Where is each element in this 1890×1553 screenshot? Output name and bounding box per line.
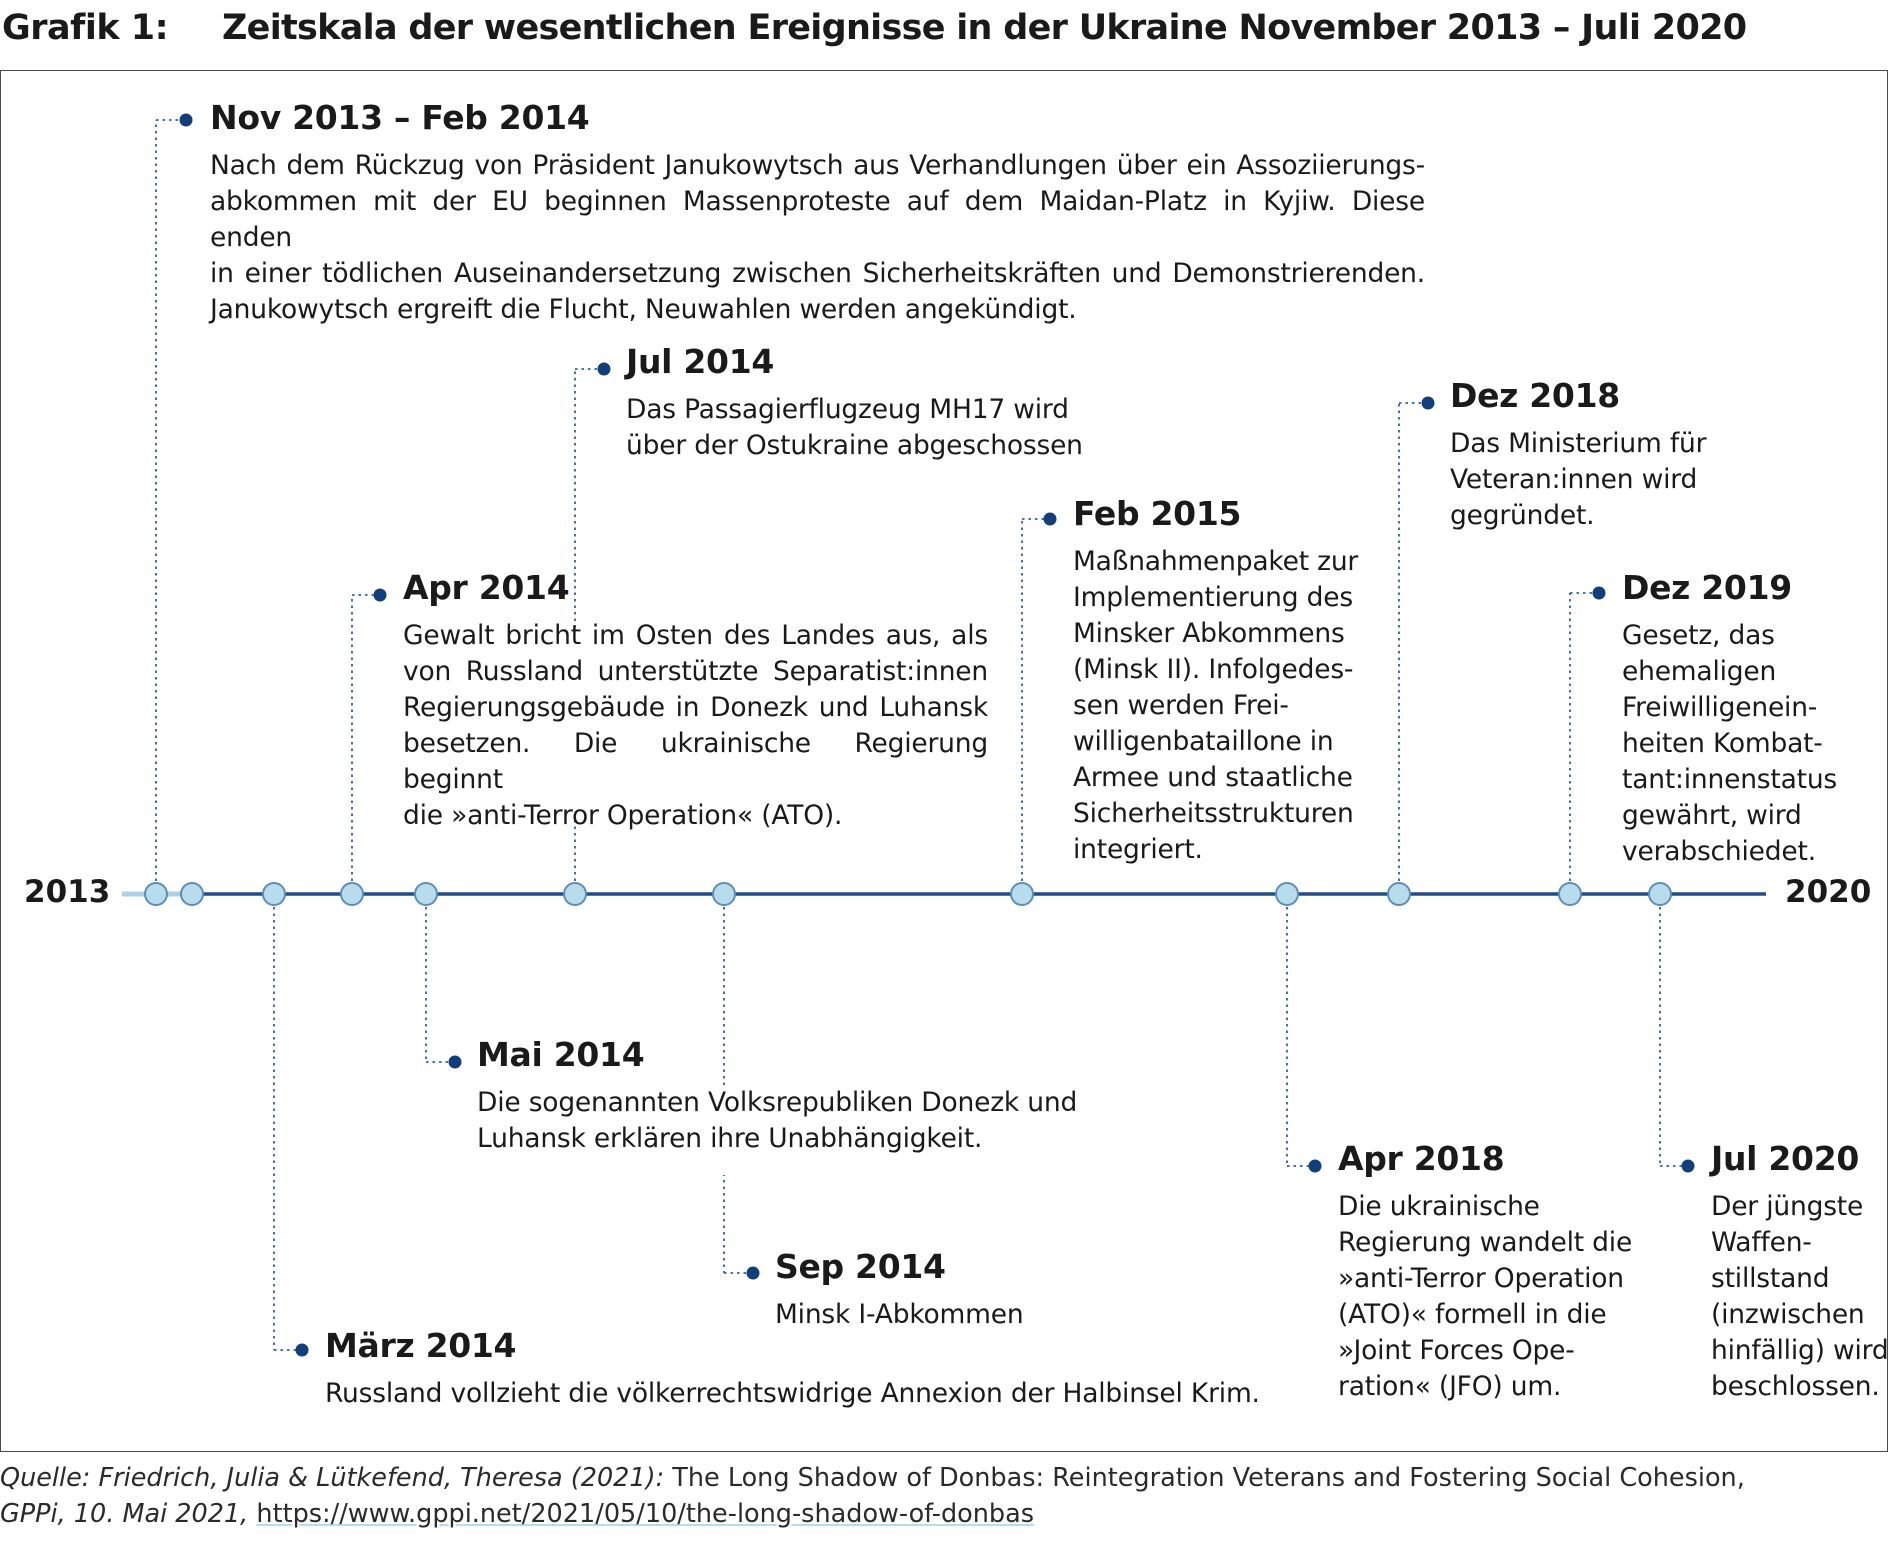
event-date: Feb 2015 bbox=[1073, 494, 1242, 533]
source-citation bbox=[0, 1460, 1888, 1532]
event-description bbox=[1338, 1189, 1668, 1405]
event-dot bbox=[374, 589, 387, 602]
event-description-line: verabschiedet. bbox=[1622, 836, 1816, 867]
event-description-line: Freiwilligenein- bbox=[1622, 692, 1818, 723]
event-description bbox=[1073, 544, 1373, 868]
event-description-line: (Minsk II). Infolgedes- bbox=[1073, 654, 1354, 685]
event-block bbox=[403, 568, 988, 834]
event-description-line: Nach dem Rückzug von Präsident Janukowytsch aus Verhandlungen über ein Assoziierungs- bbox=[210, 150, 1425, 181]
event-description-line: von Russland unterstützte Separatist:innen bbox=[403, 656, 988, 687]
event-description-line: »anti-Terror Operation bbox=[1338, 1263, 1624, 1294]
event-description-line: Russland vollzieht die völkerrechtswidrige Annexion der Halbinsel Krim. bbox=[325, 1378, 1260, 1409]
event-description-line: Gesetz, das bbox=[1622, 620, 1775, 651]
event-description-line: Minsk I-Abkommen bbox=[775, 1299, 1024, 1330]
event-description-line: in einer tödlichen Auseinandersetzung zwischen Sicherheitskräften und Demonstrierenden. bbox=[210, 258, 1425, 289]
event-description-line: Armee und staatliche bbox=[1073, 762, 1353, 793]
event-date: Apr 2018 bbox=[1338, 1139, 1505, 1178]
event-description bbox=[325, 1376, 1285, 1412]
timeline-marker bbox=[145, 883, 167, 905]
event-description-line: ehemaligen bbox=[1622, 656, 1777, 687]
event-description-line: sen werden Frei- bbox=[1073, 690, 1289, 721]
event-description bbox=[210, 148, 1425, 328]
event-block bbox=[325, 1326, 1285, 1412]
event-date: Jul 2014 bbox=[626, 342, 775, 381]
event-description bbox=[775, 1297, 1075, 1333]
event-description-line: »Joint Forces Ope- bbox=[1338, 1335, 1575, 1366]
event-description bbox=[403, 618, 988, 834]
event-description bbox=[626, 392, 1106, 464]
event-description-line: (inzwischen bbox=[1711, 1299, 1865, 1330]
event-description-line: Implementierung des bbox=[1073, 582, 1353, 613]
event-date: Dez 2019 bbox=[1622, 568, 1792, 607]
source-url[interactable]: https://www.gppi.net/2021/05/10/the-long-shadow-of-donbas bbox=[256, 1499, 1035, 1529]
source-publisher: GPPi, 10. Mai 2021, bbox=[0, 1499, 249, 1529]
event-description-line: hinfällig) wird bbox=[1711, 1335, 1889, 1366]
event-description bbox=[477, 1085, 1097, 1157]
event-block bbox=[1622, 568, 1872, 870]
event-description-line: Minsker Abkommens bbox=[1073, 618, 1345, 649]
event-block bbox=[1073, 494, 1373, 868]
figure-number: Grafik 1: bbox=[2, 8, 169, 48]
event-description-line: Waffen- bbox=[1711, 1227, 1812, 1258]
start-year-label: 2013 bbox=[24, 874, 111, 910]
event-description-line: Veteran:innen wird bbox=[1450, 464, 1698, 495]
timeline-marker bbox=[341, 883, 363, 905]
event-description-line: Regierungsgebäude in Donezk und Luhansk bbox=[403, 692, 988, 723]
event-date: März 2014 bbox=[325, 1326, 517, 1365]
event-block bbox=[1711, 1139, 1890, 1405]
event-description-line: stillstand bbox=[1711, 1263, 1830, 1294]
event-description-line: Der jüngste bbox=[1711, 1191, 1864, 1222]
event-date: Dez 2018 bbox=[1450, 376, 1620, 415]
event-description-line: beschlossen. bbox=[1711, 1371, 1880, 1402]
timeline-marker bbox=[564, 883, 586, 905]
event-block bbox=[626, 342, 1106, 464]
event-block bbox=[210, 98, 1425, 328]
event-description-line: gegründet. bbox=[1450, 500, 1595, 531]
event-description-line: über der Ostukraine abgeschossen bbox=[626, 430, 1083, 461]
event-dot bbox=[449, 1056, 462, 1069]
event-dot bbox=[296, 1344, 309, 1357]
event-date: Apr 2014 bbox=[403, 568, 570, 607]
event-description-line: willigenbataillone in bbox=[1073, 726, 1334, 757]
timeline-marker bbox=[263, 883, 285, 905]
event-description-line: Gewalt bricht im Osten des Landes aus, als bbox=[403, 620, 988, 651]
event-description-line: Das Passagierflugzeug MH17 wird bbox=[626, 394, 1069, 425]
event-block bbox=[775, 1247, 1075, 1333]
event-description-line: Sicherheitsstrukturen bbox=[1073, 798, 1354, 829]
event-description-line: heiten Kombat- bbox=[1622, 728, 1823, 759]
event-block bbox=[477, 1035, 1097, 1157]
event-description bbox=[1622, 618, 1872, 870]
end-year-label: 2020 bbox=[1785, 874, 1872, 910]
event-dot bbox=[1593, 587, 1606, 600]
event-description-line: Das Ministerium für bbox=[1450, 428, 1707, 459]
event-description-line: besetzen. Die ukrainische Regierung beginnt bbox=[403, 728, 988, 795]
timeline-marker bbox=[1276, 883, 1298, 905]
event-date: Mai 2014 bbox=[477, 1035, 645, 1074]
event-block bbox=[1450, 376, 1750, 534]
timeline-marker bbox=[713, 883, 735, 905]
event-description-line: gewährt, wird bbox=[1622, 800, 1802, 831]
event-description-line: Regierung wandelt die bbox=[1338, 1227, 1633, 1258]
event-description-line: (ATO)« formell in die bbox=[1338, 1299, 1607, 1330]
event-description-line: abkommen mit der EU beginnen Massenproteste auf dem Maidan-Platz in Kyjiw. Diese enden bbox=[210, 186, 1425, 253]
event-block bbox=[1338, 1139, 1668, 1405]
event-description-line: Luhansk erklären ihre Unabhängigkeit. bbox=[477, 1123, 983, 1154]
timeline-marker bbox=[181, 883, 203, 905]
event-description-line: tant:innenstatus bbox=[1622, 764, 1838, 795]
event-description-line: die »anti-Terror Operation« (ATO). bbox=[403, 800, 843, 831]
event-description-line: Die sogenannten Volksrepubliken Donezk und bbox=[477, 1087, 1078, 1118]
event-description-line: ration« (JFO) um. bbox=[1338, 1371, 1562, 1402]
event-date: Jul 2020 bbox=[1711, 1139, 1860, 1178]
source-title: The Long Shadow of Donbas: Reintegration Veterans and Fostering Social Cohesion, bbox=[672, 1463, 1745, 1493]
event-dot bbox=[180, 114, 193, 127]
timeline-marker bbox=[1559, 883, 1581, 905]
event-dot bbox=[1682, 1160, 1695, 1173]
event-dot bbox=[747, 1267, 760, 1280]
timeline-marker bbox=[415, 883, 437, 905]
event-date: Nov 2013 – Feb 2014 bbox=[210, 98, 590, 137]
event-dot bbox=[1422, 397, 1435, 410]
event-description-line: Maßnahmenpaket zur bbox=[1073, 546, 1359, 577]
figure-title: Zeitskala der wesentlichen Ereignisse in der Ukraine November 2013 – Juli 2020 bbox=[222, 8, 1747, 48]
event-dot bbox=[598, 363, 611, 376]
event-description-line: Janukowytsch ergreift die Flucht, Neuwahlen werden angekündigt. bbox=[210, 294, 1077, 325]
source-prefix: Quelle: Friedrich, Julia & Lütkefend, Theresa (2021): bbox=[0, 1463, 665, 1493]
event-description bbox=[1711, 1189, 1890, 1405]
event-dot bbox=[1044, 513, 1057, 526]
event-description-line: Die ukrainische bbox=[1338, 1191, 1540, 1222]
timeline-marker bbox=[1011, 883, 1033, 905]
event-description bbox=[1450, 426, 1750, 534]
timeline-marker bbox=[1388, 883, 1410, 905]
timeline-marker bbox=[1649, 883, 1671, 905]
event-dot bbox=[1309, 1160, 1322, 1173]
event-description-line: integriert. bbox=[1073, 834, 1203, 865]
event-date: Sep 2014 bbox=[775, 1247, 946, 1286]
